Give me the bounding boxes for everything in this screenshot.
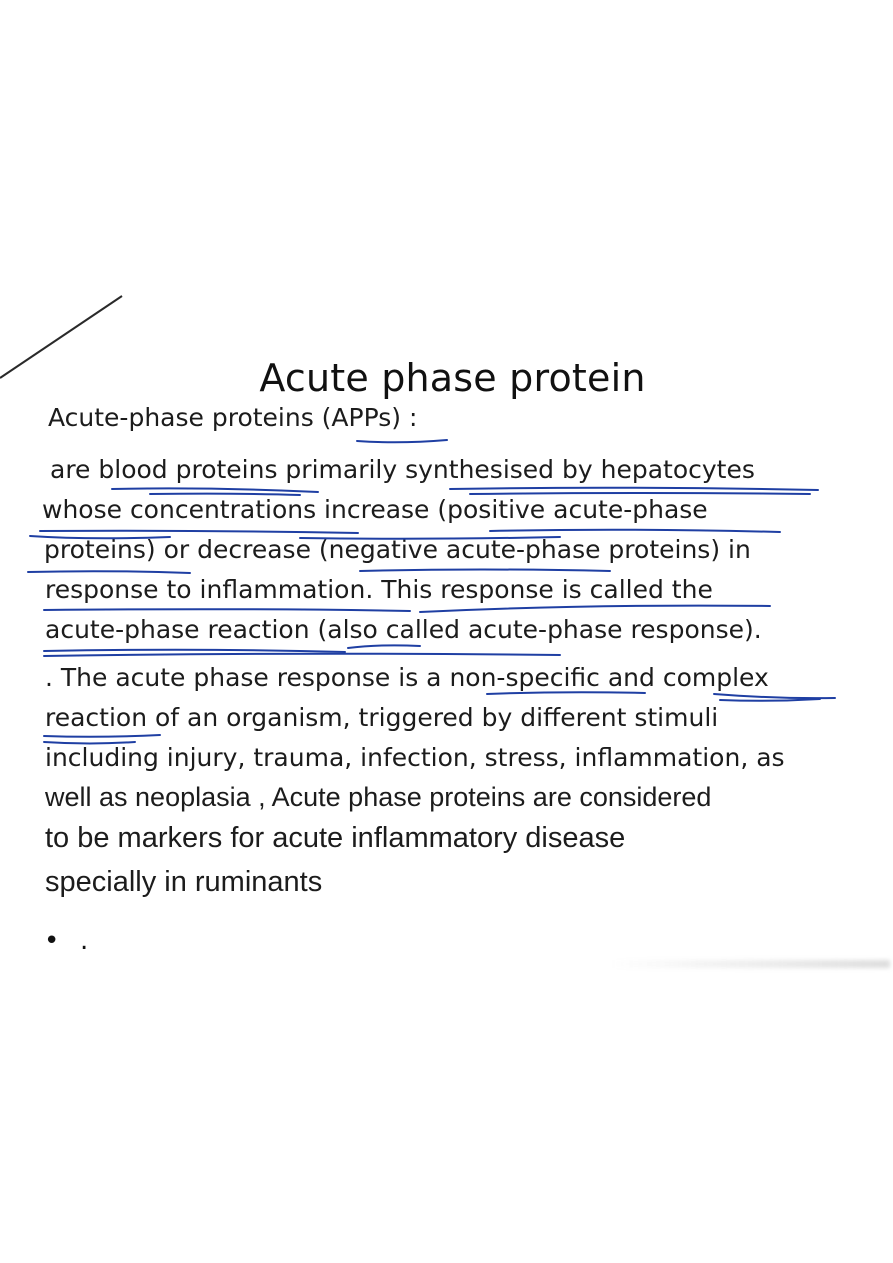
text-line-2: are blood proteins primarily synthesised by hepatocytes	[50, 455, 755, 484]
paper-shadow	[610, 960, 890, 968]
bullet-text: .	[80, 926, 89, 956]
bullet-marker: •	[44, 926, 60, 956]
text-line-6: acute-phase reaction (also called acute-phase response).	[45, 615, 762, 644]
text-line-8: reaction of an organism, triggered by different stimuli	[45, 703, 719, 732]
text-line-5: response to inflammation. This response is called the	[45, 575, 713, 604]
text-line-12: specially in ruminants	[45, 866, 323, 898]
text-line-1: Acute-phase proteins (APPs) :	[48, 403, 418, 432]
text-line-9: including injury, trauma, infection, stress, inflammation, as	[45, 743, 785, 772]
text-line-10: well as neoplasia , Acute phase proteins are considered	[45, 782, 712, 812]
page-title: Acute phase protein	[259, 356, 646, 400]
text-line-4: proteins) or decrease (negative acute-phase proteins) in	[44, 535, 751, 564]
text-line-7: . The acute phase response is a non-specific and complex	[45, 663, 769, 692]
text-line-3: whose concentrations increase (positive acute-phase	[42, 495, 708, 524]
paper-edge-line	[0, 0, 140, 400]
text-line-11: to be markers for acute inflammatory disease	[45, 822, 626, 854]
